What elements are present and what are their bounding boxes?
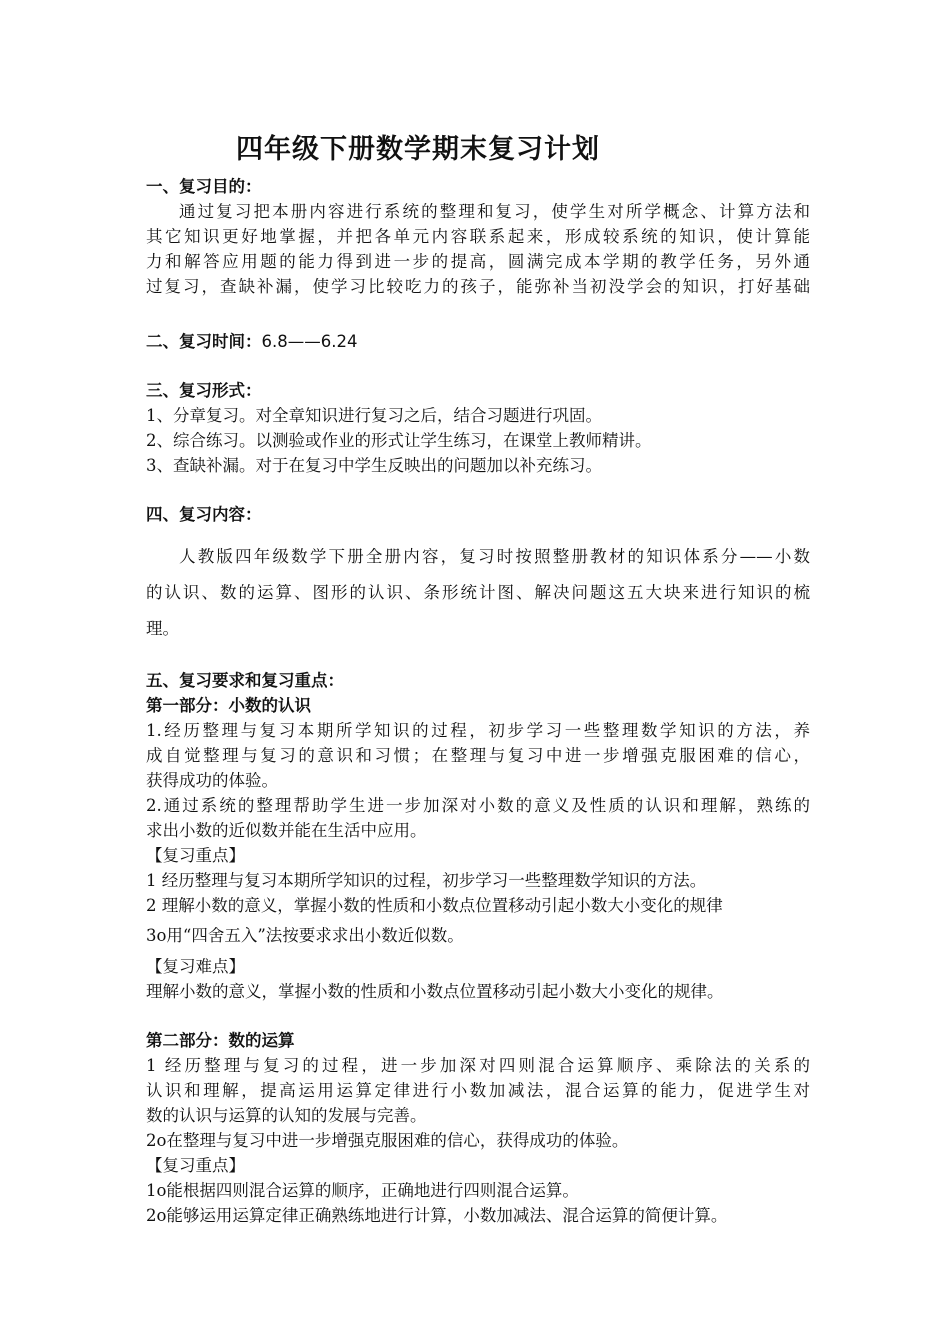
paragraph-line: 的认识、数的运算、图形的认识、条形统计图、解决问题这五大块来进行知识的梳 — [146, 583, 810, 602]
key-points-heading: 【复习重点】 — [146, 1156, 245, 1175]
paragraph-line: 人教版四年级数学下册全册内容，复习时按照整册教材的知识体系分——小数 — [179, 547, 810, 566]
part-heading-operations: 第二部分：数的运算 — [146, 1031, 295, 1050]
review-dates: 6.8——6.24 — [261, 332, 358, 351]
key-point-item: 1 经历整理与复习本期所学知识的过程，初步学习一些整理数学知识的方法。 — [146, 871, 707, 890]
paragraph-line: 理。 — [146, 619, 179, 638]
paragraph-line: 1.经历整理与复习本期所学知识的过程，初步学习一些整理数学知识的方法，养 — [146, 721, 810, 740]
section-heading-requirements: 五、复习要求和复习重点： — [146, 671, 344, 690]
part-heading-decimals: 第一部分：小数的认识 — [146, 696, 311, 715]
paragraph-line: 过复习，查缺补漏，使学习比较吃力的孩子，能弥补当初没学会的知识，打好基础 — [146, 277, 810, 296]
section-heading-label: 二、复习时间： — [146, 332, 262, 351]
paragraph-line: 成自觉整理与复习的意识和习惯；在整理与复习中进一步增强克服困难的信心， — [146, 746, 810, 765]
paragraph-line: 2.通过系统的整理帮助学生进一步加深对小数的意义及性质的认识和理解，熟练的 — [146, 796, 810, 815]
paragraph-line: 获得成功的体验。 — [146, 771, 278, 790]
paragraph-line: 力和解答应用题的能力得到进一步的提高，圆满完成本学期的教学任务，另外通 — [146, 252, 810, 271]
list-item: 2、综合练习。以测验或作业的形式让学生练习，在课堂上教师精讲。 — [146, 431, 652, 450]
paragraph-line: 数的认识与运算的认知的发展与完善。 — [146, 1106, 427, 1125]
key-points-heading: 【复习重点】 — [146, 846, 245, 865]
difficulty-heading: 【复习难点】 — [146, 957, 245, 976]
paragraph-line: 通过复习把本册内容进行系统的整理和复习，使学生对所学概念、计算方法和 — [179, 202, 810, 221]
paragraph-line: 求出小数的近似数并能在生活中应用。 — [146, 821, 427, 840]
list-item: 3、查缺补漏。对于在复习中学生反映出的问题加以补充练习。 — [146, 456, 602, 475]
section-heading-content: 四、复习内容： — [146, 505, 262, 524]
key-point-item: 3o用“四舍五入”法按要求求出小数近似数。 — [146, 926, 464, 945]
section-heading-time — [146, 329, 810, 354]
key-point-item: 1o能根据四则混合运算的顺序，正确地进行四则混合运算。 — [146, 1181, 579, 1200]
difficulty-item: 理解小数的意义，掌握小数的性质和小数点位置移动引起小数大小变化的规律。 — [146, 982, 724, 1001]
paragraph-line: 1 经历整理与复习的过程，进一步加深对四则混合运算顺序、乘除法的关系的 — [146, 1056, 810, 1075]
paragraph-line: 其它知识更好地掌握，并把各单元内容联系起来，形成较系统的知识，使计算能 — [146, 227, 810, 246]
document-body — [146, 174, 810, 1228]
paragraph-line: 认识和理解，提高运用运算定律进行小数加减法，混合运算的能力，促进学生对 — [146, 1081, 810, 1100]
list-item: 1、分章复习。对全章知识进行复习之后，结合习题进行巩固。 — [146, 406, 602, 425]
section-heading-purpose: 一、复习目的： — [146, 177, 262, 196]
key-point-item: 2o能够运用运算定律正确熟练地进行计算，小数加减法、混合运算的简便计算。 — [146, 1206, 728, 1225]
paragraph-line: 2o在整理与复习中进一步增强克服困难的信心，获得成功的体验。 — [146, 1131, 629, 1150]
key-point-item: 2 理解小数的意义，掌握小数的性质和小数点位置移动引起小数大小变化的规律 — [146, 896, 723, 915]
document-title: 四年级下册数学期末复习计划 — [236, 134, 600, 165]
section-heading-format: 三、复习形式： — [146, 381, 262, 400]
